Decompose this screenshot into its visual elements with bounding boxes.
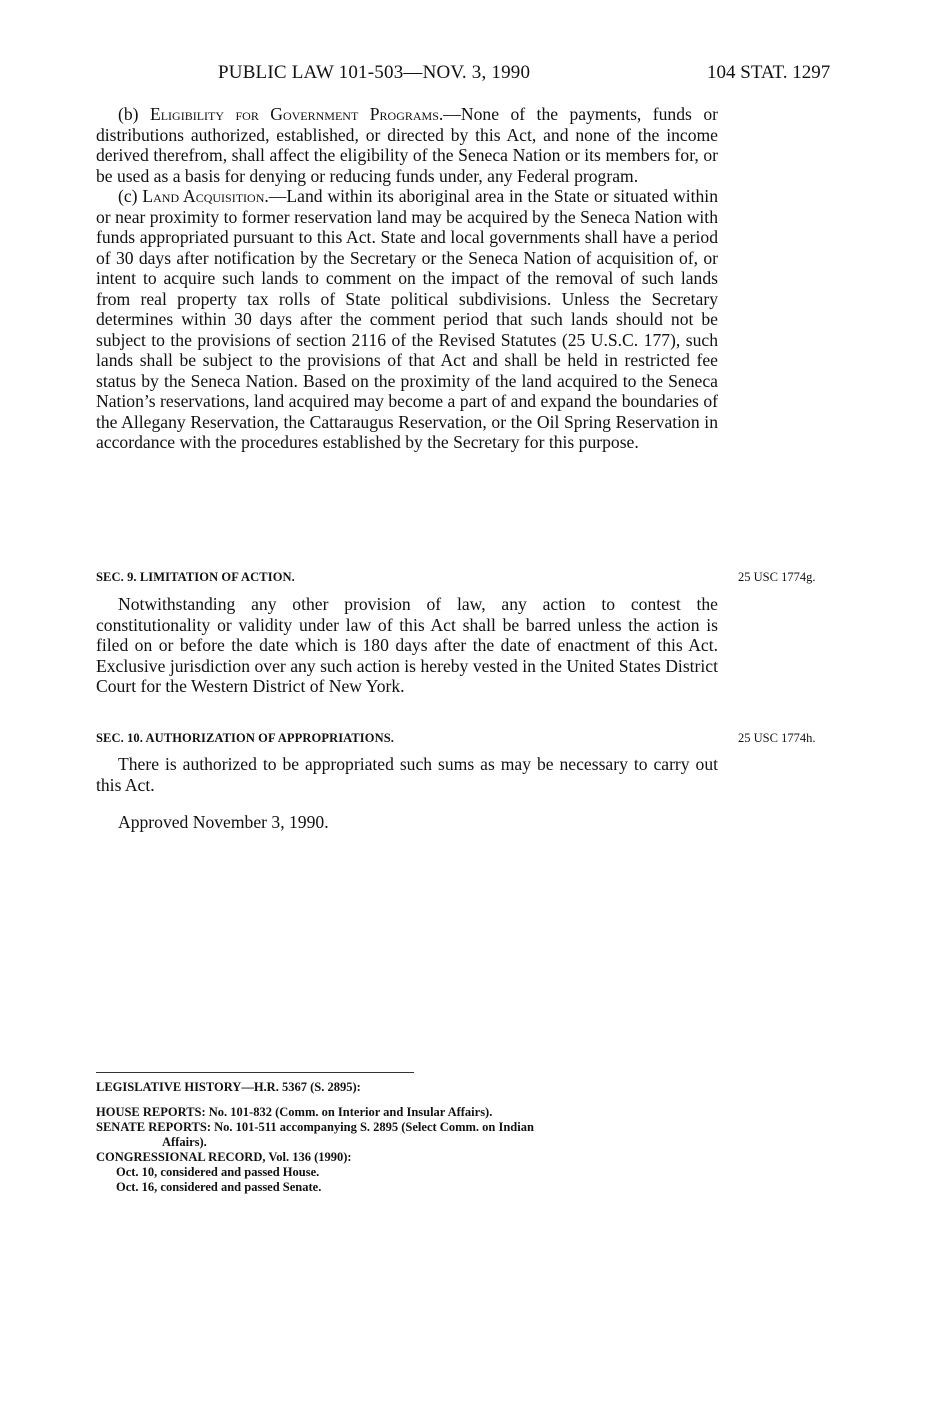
- sec9-margin-note: 25 USC 1774g.: [738, 570, 816, 584]
- subsection-b-text: —None of the payments, funds or distributions authorized, established, or directed by this Act, and none of the income derived therefrom, shall affect the eligibility of the Seneca Nation or its members for, or be used as a basis for denying or reducing funds under, any Federal program.: [96, 104, 718, 186]
- sec10-margin-note: 25 USC 1774h.: [738, 731, 816, 745]
- legislative-history: [96, 1080, 736, 1195]
- history-action: Oct. 16, considered and passed Senate.: [116, 1180, 322, 1194]
- history-action: Oct. 10, considered and passed House.: [116, 1165, 320, 1179]
- subsection-c-text: —Land within its aboriginal area in the State or situated within or near proximity to former reservation land may be acquired by the Seneca Nation with funds appropriated pursuant to this Act. State and local governments shall have a period of 30 days after notification by the Secretary or the Seneca Nation of acquisition of, or intent to acquire such lands to comment on the impact of the removal of such lands from real property tax rolls of State political subdivisions. Unless the Secretary determines within 30 days after the comment period that such lands should not be subject to the provisions of section 2116 of the Revised Statutes (25 U.S.C. 177), such lands shall be subject to the provisions of that Act and shall be held in restricted fee status by the Seneca Nation. Based on the proximity of the land acquired to the Seneca Nation’s reservations, land acquired may become a part of and expand the boundaries of the Allegany Reservation, the Cattaraugus Reservation, or the Oil Spring Reservation in accordance with the procedures established by the Secretary for this purpose.: [96, 186, 718, 452]
- subsection-c-heading: Land Acquisition.: [142, 186, 269, 206]
- subsection-b: [96, 104, 718, 186]
- subsection-b-label: (b): [118, 104, 139, 124]
- senate-reports-continued: Affairs).: [162, 1135, 207, 1149]
- subsection-c: [96, 186, 718, 453]
- sec10-text: There is authorized to be appropriated such sums as may be necessary to carry out this Act.: [96, 754, 718, 795]
- approval-statement: Approved November 3, 1990.: [118, 812, 329, 832]
- sec9-text: Notwithstanding any other provision of law, any action to contest the constitutionality or validity under law of this Act shall be barred unless the action is filed on or before the date which is 180 days after the date of enactment of this Act. Exclusive jurisdiction over any such action is hereby vested in the United States District Court for the Western District of New York.: [96, 594, 718, 696]
- congressional-record: CONGRESSIONAL RECORD, Vol. 136 (1990):: [96, 1150, 352, 1164]
- footnote-divider: [96, 1072, 414, 1073]
- history-spacer: [96, 1095, 736, 1105]
- running-head: PUBLIC LAW 101-503—NOV. 3, 1990: [218, 62, 531, 83]
- history-title: LEGISLATIVE HISTORY—H.R. 5367 (S. 2895):: [96, 1080, 361, 1094]
- senate-reports: SENATE REPORTS: No. 101-511 accompanying S. 2895 (Select Comm. on Indian: [96, 1120, 534, 1134]
- subsection-c-label: (c): [118, 186, 138, 206]
- sec10-heading: SEC. 10. AUTHORIZATION OF APPROPRIATIONS.: [96, 731, 395, 745]
- sec9-heading: SEC. 9. LIMITATION OF ACTION.: [96, 570, 295, 584]
- sec10-body: [96, 754, 718, 795]
- subsection-b-heading: Eligibility for Government Programs.: [149, 104, 444, 124]
- stat-citation: 104 STAT. 1297: [707, 62, 831, 83]
- subsections-block: [96, 104, 718, 453]
- house-reports: HOUSE REPORTS: No. 101-832 (Comm. on Interior and Insular Affairs).: [96, 1105, 493, 1119]
- sec9-body: [96, 594, 718, 697]
